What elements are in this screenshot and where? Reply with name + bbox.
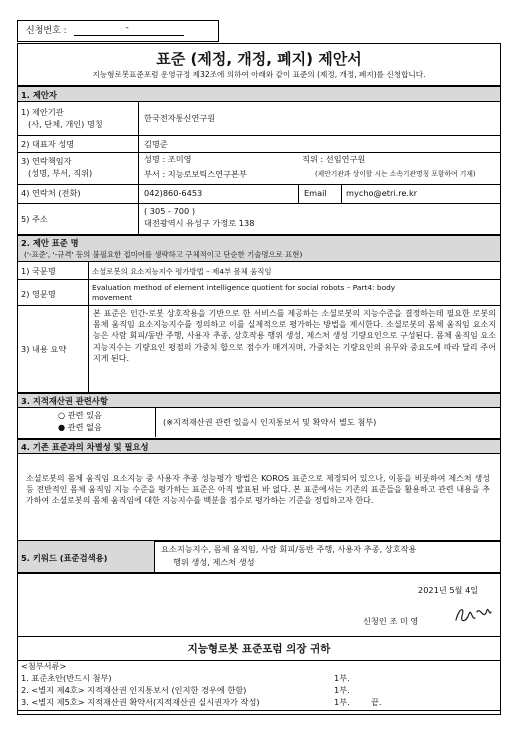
summary-label: 3) 내용 요약 — [21, 344, 67, 354]
section1-header: 1. 제안자 — [21, 90, 57, 100]
section3-header: 3. 지적재산권 관련사항 — [21, 396, 108, 406]
column-divider — [155, 407, 156, 437]
contact-position: 직위 : 선임연구원 — [302, 154, 366, 164]
application-number-line — [74, 25, 184, 36]
attachments-end: 끝. — [371, 697, 382, 707]
applicant-name: 신청인 조 미 영 — [363, 616, 419, 626]
divider — [18, 660, 500, 661]
attachment-count: 1부. — [334, 697, 350, 707]
divider — [18, 234, 500, 236]
divider — [18, 453, 500, 454]
org-label-1: 1) 제안기관 — [21, 107, 64, 117]
form-subtitle: 지능형로봇표준포럼 운영규정 제32조에 의하여 아래와 같이 표준의 (제정, 개정, 폐지)를 신청합니다. — [92, 70, 426, 79]
attachment-item: 1. 표준초안(반드시 첨부) — [21, 673, 112, 683]
ip-note: (※지적재산권 관련 있을시 인지통보서 및 확약서 별도 첨부) — [163, 417, 377, 427]
form-title: 표준 (제정, 개정, 폐지) 제안서 — [156, 50, 362, 68]
ip-option-related: ○ 관련 있음 — [58, 410, 102, 420]
attachment-item: 3. <별지 제5호> 지적재산권 확약서(지적재산권 실시권자가 작성) — [21, 697, 260, 707]
attachment-count: 1부. — [334, 685, 350, 695]
attachments-header: <첨부서류> — [21, 661, 67, 671]
divider — [18, 438, 500, 440]
divider — [18, 203, 500, 204]
rep-value: 김명준 — [144, 139, 168, 149]
summary-text: 본 표준은 인간-로봇 상호작용을 기반으로 한 서비스를 제공하는 소셜로봇의 지능수준을 결정하는데 필요한 로봇의 몸체 움직임 요소지능지수를 정의하고 이를 실제적으로 평가하는 방법을 제시한다. 소셜로봇의 몸체 움직임 요소지능은 사람 회피/동반 주행, 사용자 추종, 상호작용 행위 생성, 제스처 생성 기량요인으로 구성된다. 몸체 움직임 요소지능지수는 기량요인 평점의 가중치 합으로 점수가 매겨지며, 가중치는 기량요인의 유무와 중요도에 따라 달리 주어지게 된다. — [93, 309, 496, 363]
section2-header: 2. 제안 표준 명 — [21, 238, 79, 248]
contact-label-1: 3) 연락책임자 — [21, 156, 72, 166]
divider — [18, 85, 500, 87]
column-divider — [88, 261, 89, 392]
applicant-signature — [453, 602, 493, 628]
proposal-form — [17, 43, 501, 715]
column-divider — [154, 541, 155, 572]
column-divider — [298, 184, 299, 203]
attachment-item: 2. <별지 제4호> 지적재산권 인지통보서 (인지한 경우에 한함) — [21, 685, 247, 695]
kr-name-label: 1) 국문명 — [21, 266, 56, 276]
recipient: 지능형로봇 표준포럼 의장 귀하 — [187, 643, 331, 655]
en-name-value-line2: movement — [92, 293, 132, 302]
contact-dept-note: (제안기관과 상이할 시는 소속기관명칭 포함하여 기재) — [315, 170, 476, 178]
contact-dept: 부서 : 지능로보틱스연구본부 — [144, 169, 247, 179]
divider — [18, 279, 500, 280]
proposal-date: 2021년 5월 4일 — [418, 585, 479, 595]
divider — [18, 572, 500, 574]
application-number-box — [17, 20, 219, 42]
address-label: 5) 주소 — [21, 214, 48, 224]
keywords-line2: 행위 생성, 제스처 생성 — [173, 557, 255, 567]
divider — [18, 135, 500, 136]
divider — [18, 101, 500, 102]
email-value: mycho@etri.re.kr — [346, 188, 418, 198]
contact-name: 성명 : 조미영 — [144, 154, 192, 164]
divider — [18, 261, 500, 262]
application-number-label: 신청번호 : — [26, 26, 67, 36]
org-value: 한국전자통신연구원 — [144, 113, 216, 123]
en-name-label: 2) 영문명 — [21, 289, 56, 299]
section1-header-bg — [18, 86, 500, 101]
attachment-count: 1부. — [334, 673, 350, 683]
section5-header: 5. 키워드 (표준검색용) — [21, 553, 108, 563]
contact-label-2: (성명, 부서, 직위) — [28, 168, 93, 178]
section4-text: 소셜로봇의 몸체 움직임 요소지능 중 사용자 추종 성능평가 방법은 KOROS 표준으로 제정되어 있으나, 이동을 비롯하여 제스처 생성 등 전반적인 몸체 움직임 지능 수준을 평가하는 표준은 아직 발표된 바 없다. 본 표준에서는 기존의 표준들을 활용하고 관련 내용을 추가하여 소셜로봇의 몸체 움직임에 대한 지능지수를 백분율 점수로 평가하는 기준을 정립하고자 한다. — [26, 474, 490, 506]
phone-label: 4) 연락처 (전화) — [21, 188, 81, 198]
divider — [18, 710, 500, 711]
phone-value: 042)860-6453 — [144, 188, 203, 198]
divider — [18, 305, 500, 306]
rep-label: 2) 대표자 성명 — [21, 139, 75, 149]
divider — [18, 407, 500, 408]
application-number-separator: - — [125, 23, 129, 33]
divider — [18, 392, 500, 394]
column-divider — [341, 184, 342, 203]
keywords-line1: 요소지능지수, 몸체 움직임, 사람 회피/동반 주행, 사용자 추종, 상호작용 — [161, 544, 417, 554]
section2-note: ('-표준', '-규격' 등의 불필요한 접미어를 생략하고 구체적이고 단순한 기술명으로 표현) — [24, 250, 303, 259]
section4-header: 4. 기존 표준과의 차별성 및 필요성 — [21, 442, 149, 452]
divider — [18, 636, 500, 637]
ip-option-not-related: ● 관련 없음 — [58, 422, 102, 432]
org-label-2: (사, 단체, 개인) 명칭 — [28, 119, 103, 129]
address-value: 대전광역시 유성구 가정로 138 — [144, 218, 255, 228]
divider — [18, 184, 500, 185]
address-zip: ( 305 - 700 ) — [144, 206, 196, 216]
email-label: Email — [304, 188, 327, 198]
divider — [18, 152, 500, 153]
kr-name-value: 소셜로봇의 요소지능지수 평가방법 – 제4부 몸체 움직임 — [92, 267, 272, 276]
en-name-value-line1: Evaluation method of element intelligence quotient for social robots – Part4: body — [92, 283, 396, 292]
